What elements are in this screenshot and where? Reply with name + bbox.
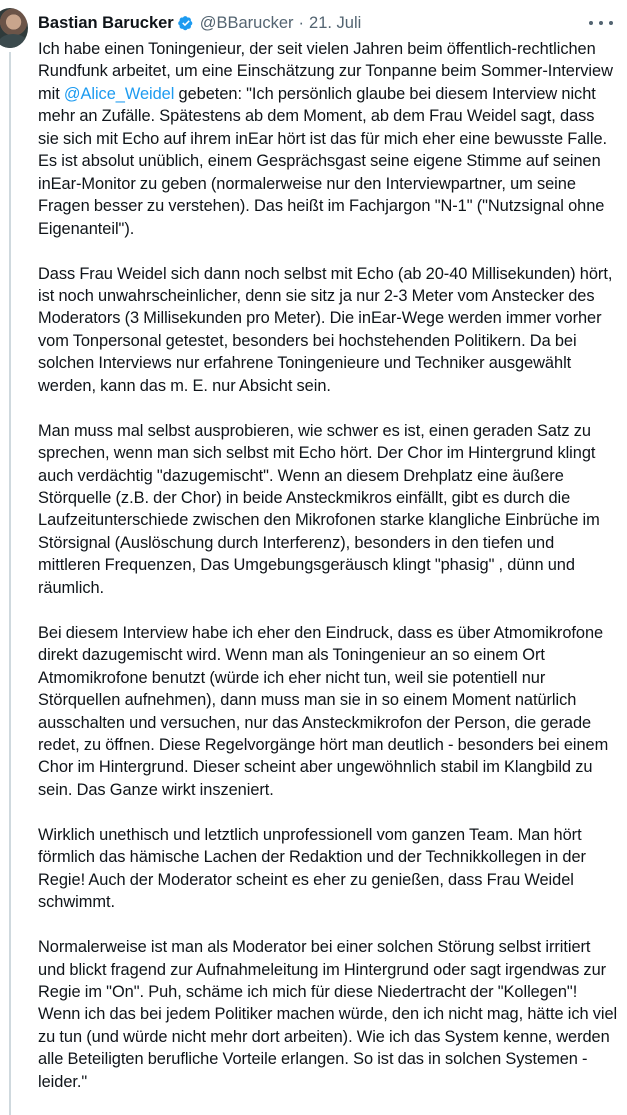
- tweet-text: [38, 38, 618, 1093]
- tweet-paragraph: Bei diesem Interview habe ich eher den Eindruck, dass es über Atmomikrofone direkt dazugemischt wird. Wenn man als Toningenieur an so einem Ort Atmomikrofone benutzt (würde ich eher nicht tun, weil sie potentiell nur Störquellen aufnehmen), dann muss man sie in so einem Moment natürlich ausschalten und versuchen, nur das Ansteckmikrofon der Person, die gerade redet, zu öffnen. Diese Regelvorgänge hört man deutlich - besonders bei einem Chor im Hintergrund. Dieser scheint aber ungewöhnlich stabil im Klangbild zu sein. Das Ganze wirkt inszeniert.: [38, 623, 609, 799]
- verified-badge-icon: [177, 14, 195, 32]
- tweet-header: [38, 12, 361, 34]
- user-handle[interactable]: @BBarucker: [199, 13, 294, 32]
- mention-link[interactable]: @Alice_Weidel: [63, 84, 175, 103]
- header-separator: ·: [298, 13, 305, 32]
- avatar-shirt: [0, 34, 28, 48]
- avatar[interactable]: [0, 8, 28, 48]
- tweet-paragraph: Dass Frau Weidel sich dann noch selbst mit Echo (ab 20-40 Millisekunden) hört, ist noch unwahrscheinlicher, denn sie sitz ja nur 2-3 Meter vom Anstecker des Moderators (3 Millisekunden pro Meter). Die inEar-Wege werden immer vorher vom Tonpersonal getestet, besonders bei hochstehenden Politikern. Da bei solchen Interviews nur erfahrene Toningenieure und Techniker ausgewählt werden, kann das m. E. nur Absicht sein.: [38, 264, 613, 395]
- tweet-paragraph: Wirklich unethisch und letztlich unprofessionell vom ganzen Team. Man hört förmlich das hämische Lachen der Redaktion und der Technikkollegen in der Regie! Auch der Moderator scheint es eher zu genießen, dass Frau Weidel schwimmt.: [38, 825, 586, 912]
- paragraph-text: gebeten: "Ich persönlich glaube bei diesem Interview nicht mehr an Zufälle. Spätestens ab dem Moment, ab dem Frau Weidel sagt, dass sie sich mit Echo auf ihrem inEar hört ist das für mich eher eine bewusste Falle. Es ist absolut unüblich, einem Gesprächsgast seine eigene Stimme auf seinen inEar-Monitor zu geben (normalerweise nur den Interviewpartner, um seine Fragen besser zu verstehen). Das heißt im Fachjargon "N-1" ("Nutzsignal ohne Eigenanteil").: [38, 84, 608, 238]
- tweet-paragraph: Normalerweise ist man als Moderator bei einer solchen Störung selbst irritiert und blickt fragend zur Aufnahmeleitung im Hintergrund oder sagt irgendwas zur Regie im "On". Puh, schäme ich mich für diese Niedertracht der "Kollegen"! Wenn ich das bei jedem Politiker machen würde, den ich nicht mag, hätte ich viel zu tun (und würde nicht mehr dort arbeiten). Wie ich das System kenne, werden alle Beteiligten berufliche Vorteile erlangen. So ist das in solchen Systemen - leider.": [38, 938, 618, 1091]
- more-dot: [609, 21, 613, 25]
- more-dot: [599, 21, 603, 25]
- more-dot: [589, 21, 593, 25]
- paragraph-text: Ich habe einen Toningenieur, der seit vielen Jahren beim öffentlich-rechtlichen Rundfunk arbeitet, um eine Einschätzung zur Tonpanne beim Sommer-Interview mit: [38, 40, 613, 103]
- tweet-paragraph: Man muss mal selbst ausprobieren, wie schwer es ist, einen geraden Satz zu sprechen, wenn man sich selbst mit Echo hört. Der Chor im Hintergrund klingt auch verdächtig "dazugemischt". Wenn an diesem Drehplatz eine äußere Störquelle (z.B. der Chor) in beide Ansteckmikros einfällt, gibt es durch die Laufzeitunterschiede zwischen den Mikrofonen starke klangliche Einbrüche im Störsignal (Auslöschung durch Interferenz), besonders in den tiefen und mittleren Frequenzen, Das Umgebungsgeräusch klingt "phasig" , dünn und räumlich.: [38, 421, 600, 597]
- tweet-paragraph: [38, 38, 618, 240]
- thread-line: [9, 52, 11, 1115]
- display-name[interactable]: Bastian Barucker: [38, 13, 174, 32]
- more-horizontal-icon[interactable]: [589, 14, 613, 32]
- tweet-date[interactable]: 21. Juli: [309, 13, 362, 32]
